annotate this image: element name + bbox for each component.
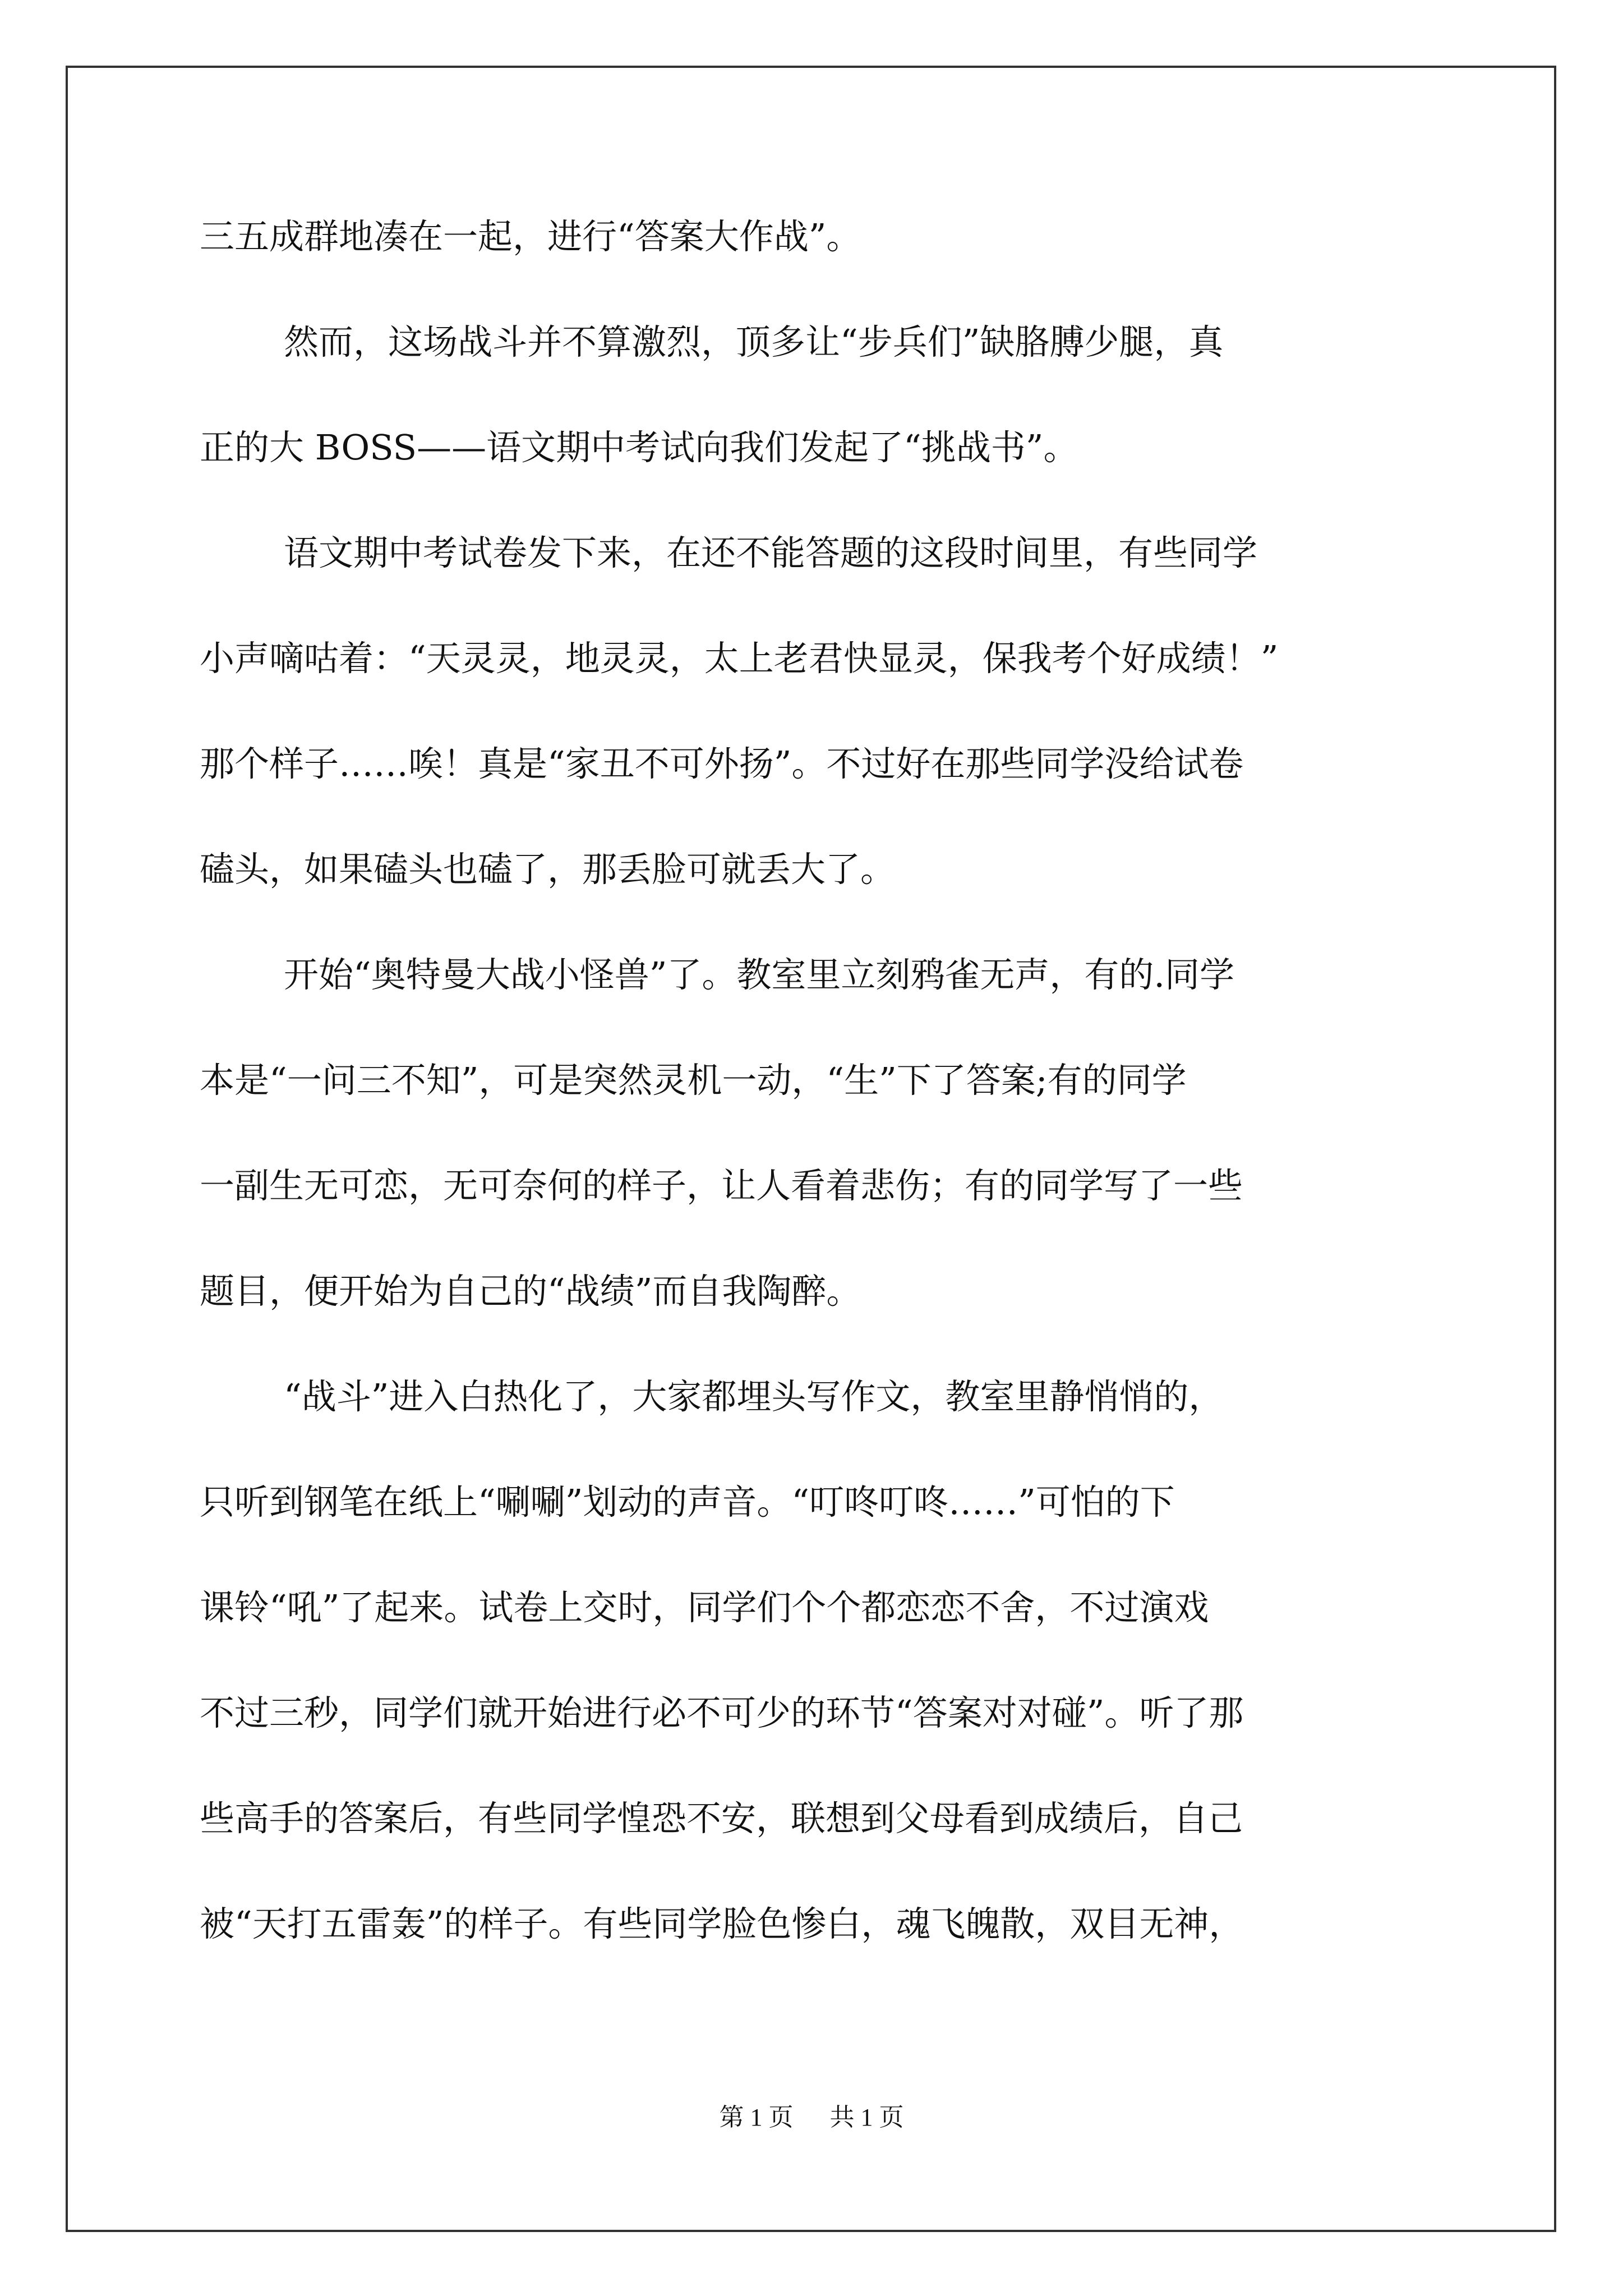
document-body [200, 203, 1433, 1996]
text-line: 语文期中考试卷发下来，在还不能答题的这段时间里，有些同学 [284, 532, 1258, 573]
text-line: “战斗”进入白热化了，大家都埋头写作文，教室里静悄悄的， [284, 1376, 1224, 1417]
text-line: 开始“奥特曼大战小怪兽”了。教室里立刻鸦雀无声，有的.同学 [284, 954, 1235, 995]
text-line: 被“天打五雷轰”的样子。有些同学脸色惨白，魂飞魄散，双目无神， [200, 1903, 1244, 1944]
text-line: 磕头，如果磕头也磕了，那丢脸可就丢大了。 [200, 849, 896, 890]
page-footer [0, 2101, 1623, 2134]
text-line: 课铃“吼”了起来。试卷上交时，同学们个个都恋恋不舍，不过演戏 [200, 1587, 1209, 1628]
text-line: 一副生无可恋，无可奈何的样子，让人看着悲伤；有的同学写了一些 [200, 1165, 1243, 1206]
text-line: 然而，这场战斗并不算激烈，顶多让“步兵们”缺胳膊少腿，真 [284, 321, 1224, 362]
text-line: 只听到钢笔在纸上“唰唰”划动的声音。“叮咚叮咚……”可怕的下 [200, 1481, 1175, 1522]
text-line: 那个样子……唉！真是“家丑不可外扬”。不过好在那些同学没给试卷 [200, 743, 1244, 784]
text-line: 三五成群地凑在一起，进行“答案大作战”。 [200, 216, 861, 257]
text-line: 小声嘀咕着：“天灵灵，地灵灵，太上老君快显灵，保我考个好成绩！” [200, 638, 1279, 679]
page-number: 第 1 页 [719, 2104, 794, 2131]
text-line: 本是“一问三不知”，可是突然灵机一动，“生”下了答案;有的同学 [200, 1060, 1187, 1101]
text-line: 不过三秒，同学们就开始进行必不可少的环节“答案对对碰”。听了那 [200, 1692, 1244, 1733]
text-line: 正的大 BOSS——语文期中考试向我们发起了“挑战书”。 [200, 427, 1078, 468]
page-total: 共 1 页 [829, 2104, 904, 2131]
text-line: 些高手的答案后，有些同学惶恐不安，联想到父母看到成绩后，自己 [200, 1798, 1243, 1839]
text-line: 题目，便开始为自己的“战绩”而自我陶醉。 [200, 1271, 861, 1312]
